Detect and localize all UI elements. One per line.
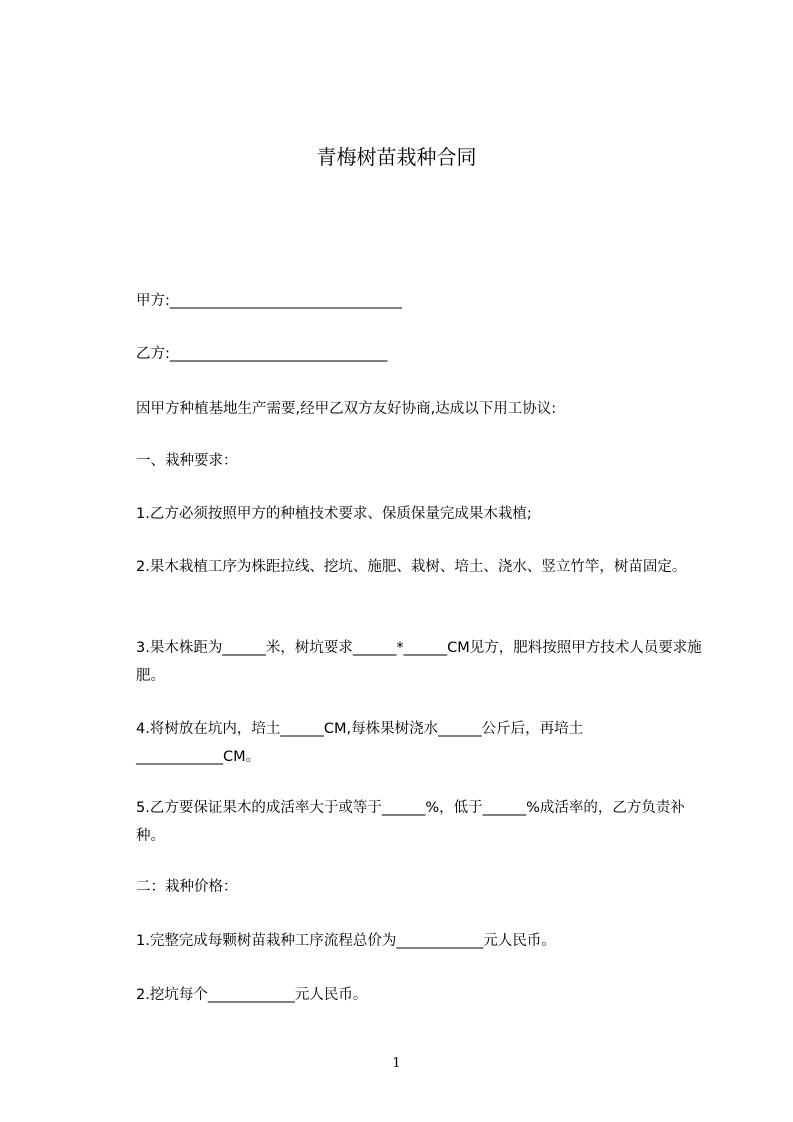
section-1-item-2: 2.果木栽植工序为株距拉线、挖坑、施肥、栽树、培土、浇水、竖立竹竿，树苗固定。 bbox=[136, 559, 687, 575]
section-1-item-5: 5.乙方要保证果木的成活率大于或等于______%，低于______%成活率的，乙方负责补种。 bbox=[136, 800, 685, 844]
party-a-line: 甲方:________________________________ bbox=[136, 293, 402, 309]
page-number: 1 bbox=[392, 1056, 401, 1071]
section-1-heading: 一、栽种要求： bbox=[136, 453, 238, 469]
party-b-line: 乙方:______________________________ bbox=[136, 346, 388, 362]
intro-paragraph: 因甲方种植基地生产需要,经甲乙双方友好协商,达成以下用工协议: bbox=[136, 401, 557, 417]
document-title: 青梅树苗栽种合同 bbox=[316, 145, 477, 169]
section-2-heading: 二：栽种价格： bbox=[136, 879, 238, 895]
section-2-item-1: 1.完整完成每颗树苗栽种工序流程总价为____________元人民币。 bbox=[136, 933, 556, 949]
section-1-item-4: 4.将树放在坑内，培土______CM,每株果树浇水______公斤后，再培土____________CM。 bbox=[136, 721, 584, 765]
section-2-item-2: 2.挖坑每个____________元人民币。 bbox=[136, 987, 368, 1003]
section-1-item-3: 3.果木株距为______米，树坑要求______*______CM见方，肥料按照甲方技术人员要求施肥。 bbox=[136, 640, 702, 684]
section-1-item-1: 1.乙方必须按照甲方的种植技术要求、保质保量完成果木栽植; bbox=[136, 506, 532, 522]
